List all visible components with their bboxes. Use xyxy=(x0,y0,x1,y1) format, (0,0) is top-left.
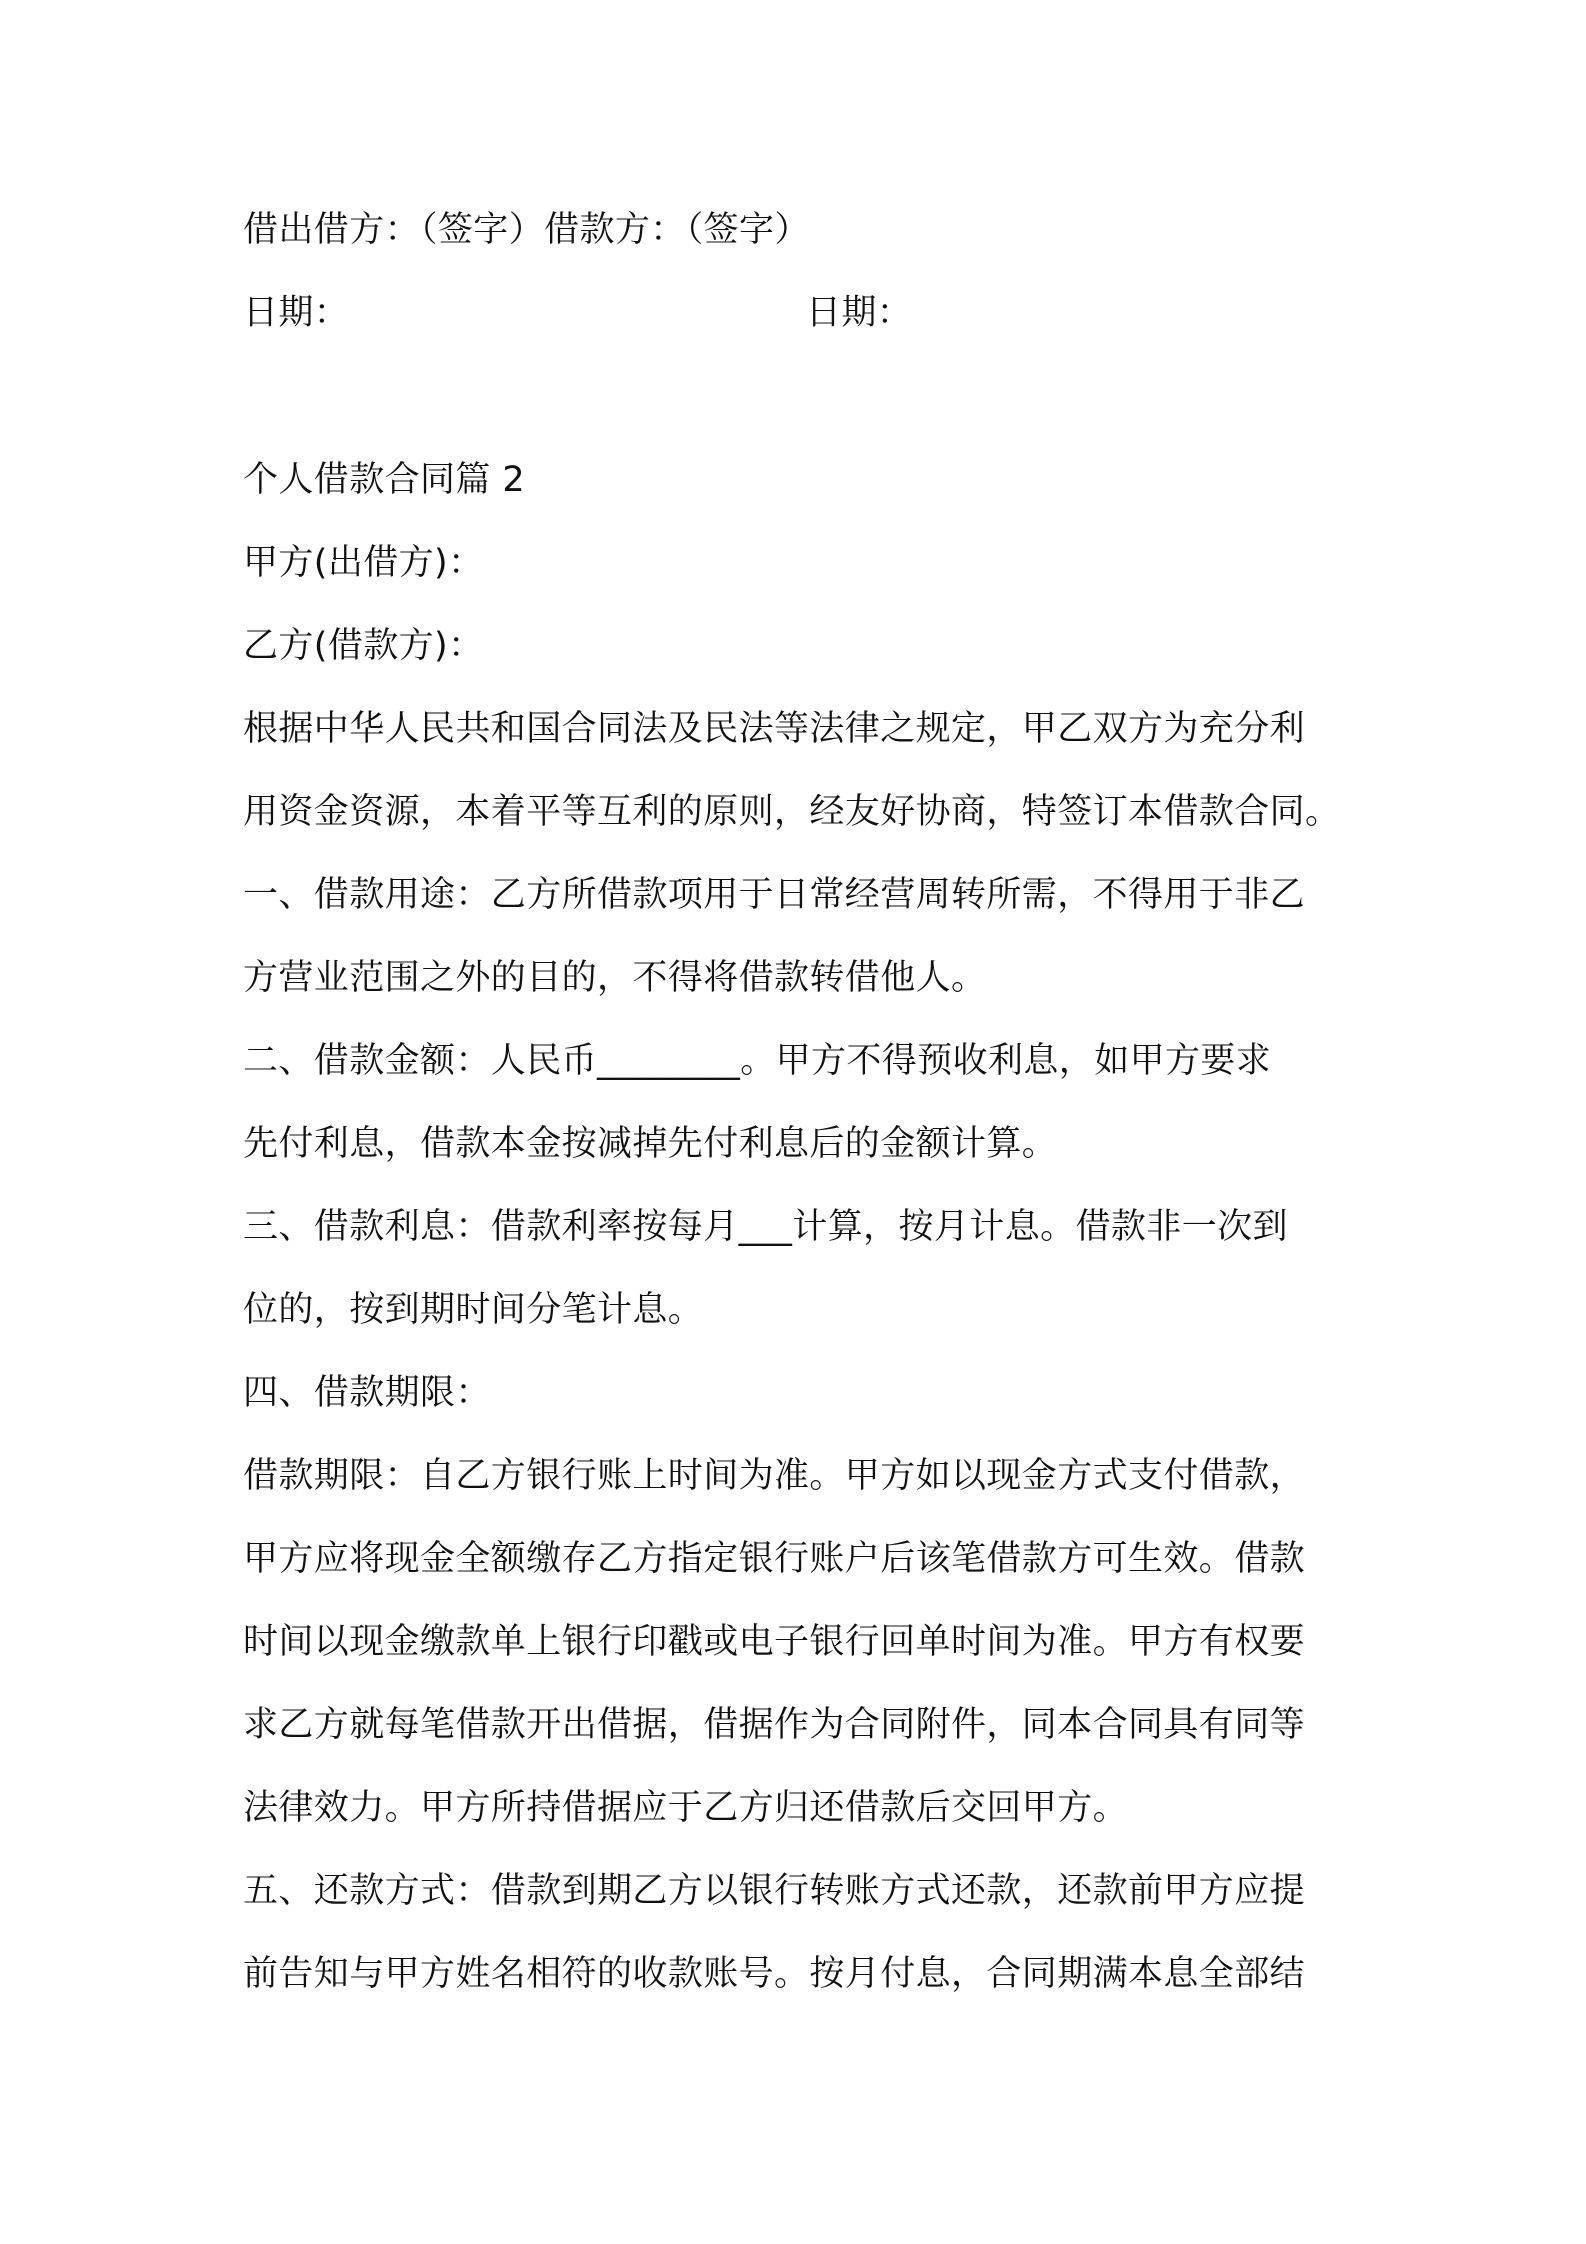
clause-2-line: 二、借款金额：人民币________。甲方不得预收利息，如甲方要求 xyxy=(243,1041,1272,1081)
date-label-right: 日期： xyxy=(806,293,913,333)
date-label-left: 日期： xyxy=(243,293,350,333)
section-title: 个人借款合同篇 2 xyxy=(243,460,525,500)
party-b-line: 乙方(借款方)： xyxy=(243,626,484,666)
clause-4-line: 借款期限：自乙方银行账上时间为准。甲方如以现金方式支付借款， xyxy=(243,1456,1306,1496)
intro-line: 用资金资源，本着平等互利的原则，经友好协商，特签订本借款合同。 xyxy=(243,792,1341,832)
signature-line: 借出借方：（签字）借款方：（签字） xyxy=(243,210,810,250)
intro-line: 根据中华人民共和国合同法及民法等法律之规定，甲乙双方为充分利 xyxy=(243,709,1306,749)
clause-5-line: 前告知与甲方姓名相符的收款账号。按月付息，合同期满本息全部结 xyxy=(243,1954,1306,1994)
clause-4-line: 求乙方就每笔借款开出借据，借据作为合同附件，同本合同具有同等 xyxy=(243,1705,1306,1745)
clause-4-line: 甲方应将现金全额缴存乙方指定银行账户后该笔借款方可生效。借款 xyxy=(243,1539,1306,1579)
party-a-line: 甲方(出借方)： xyxy=(243,543,484,583)
clause-2-line: 先付利息，借款本金按减掉先付利息后的金额计算。 xyxy=(243,1124,1058,1164)
clause-1-line: 方营业范围之外的目的，不得将借款转借他人。 xyxy=(243,958,987,998)
clause-4-line: 时间以现金缴款单上银行印戳或电子银行回单时间为准。甲方有权要 xyxy=(243,1622,1306,1662)
clause-3-line: 三、借款利息：借款利率按每月___计算，按月计息。借款非一次到 xyxy=(243,1207,1288,1247)
clause-5-line: 五、还款方式：借款到期乙方以银行转账方式还款，还款前甲方应提 xyxy=(243,1871,1306,1911)
clause-4-title: 四、借款期限： xyxy=(243,1373,491,1413)
clause-3-line: 位的，按到期时间分笔计息。 xyxy=(243,1290,704,1330)
clause-4-line: 法律效力。甲方所持借据应于乙方归还借款后交回甲方。 xyxy=(243,1788,1129,1828)
clause-1-line: 一、借款用途：乙方所借款项用于日常经营周转所需，不得用于非乙 xyxy=(243,875,1306,915)
